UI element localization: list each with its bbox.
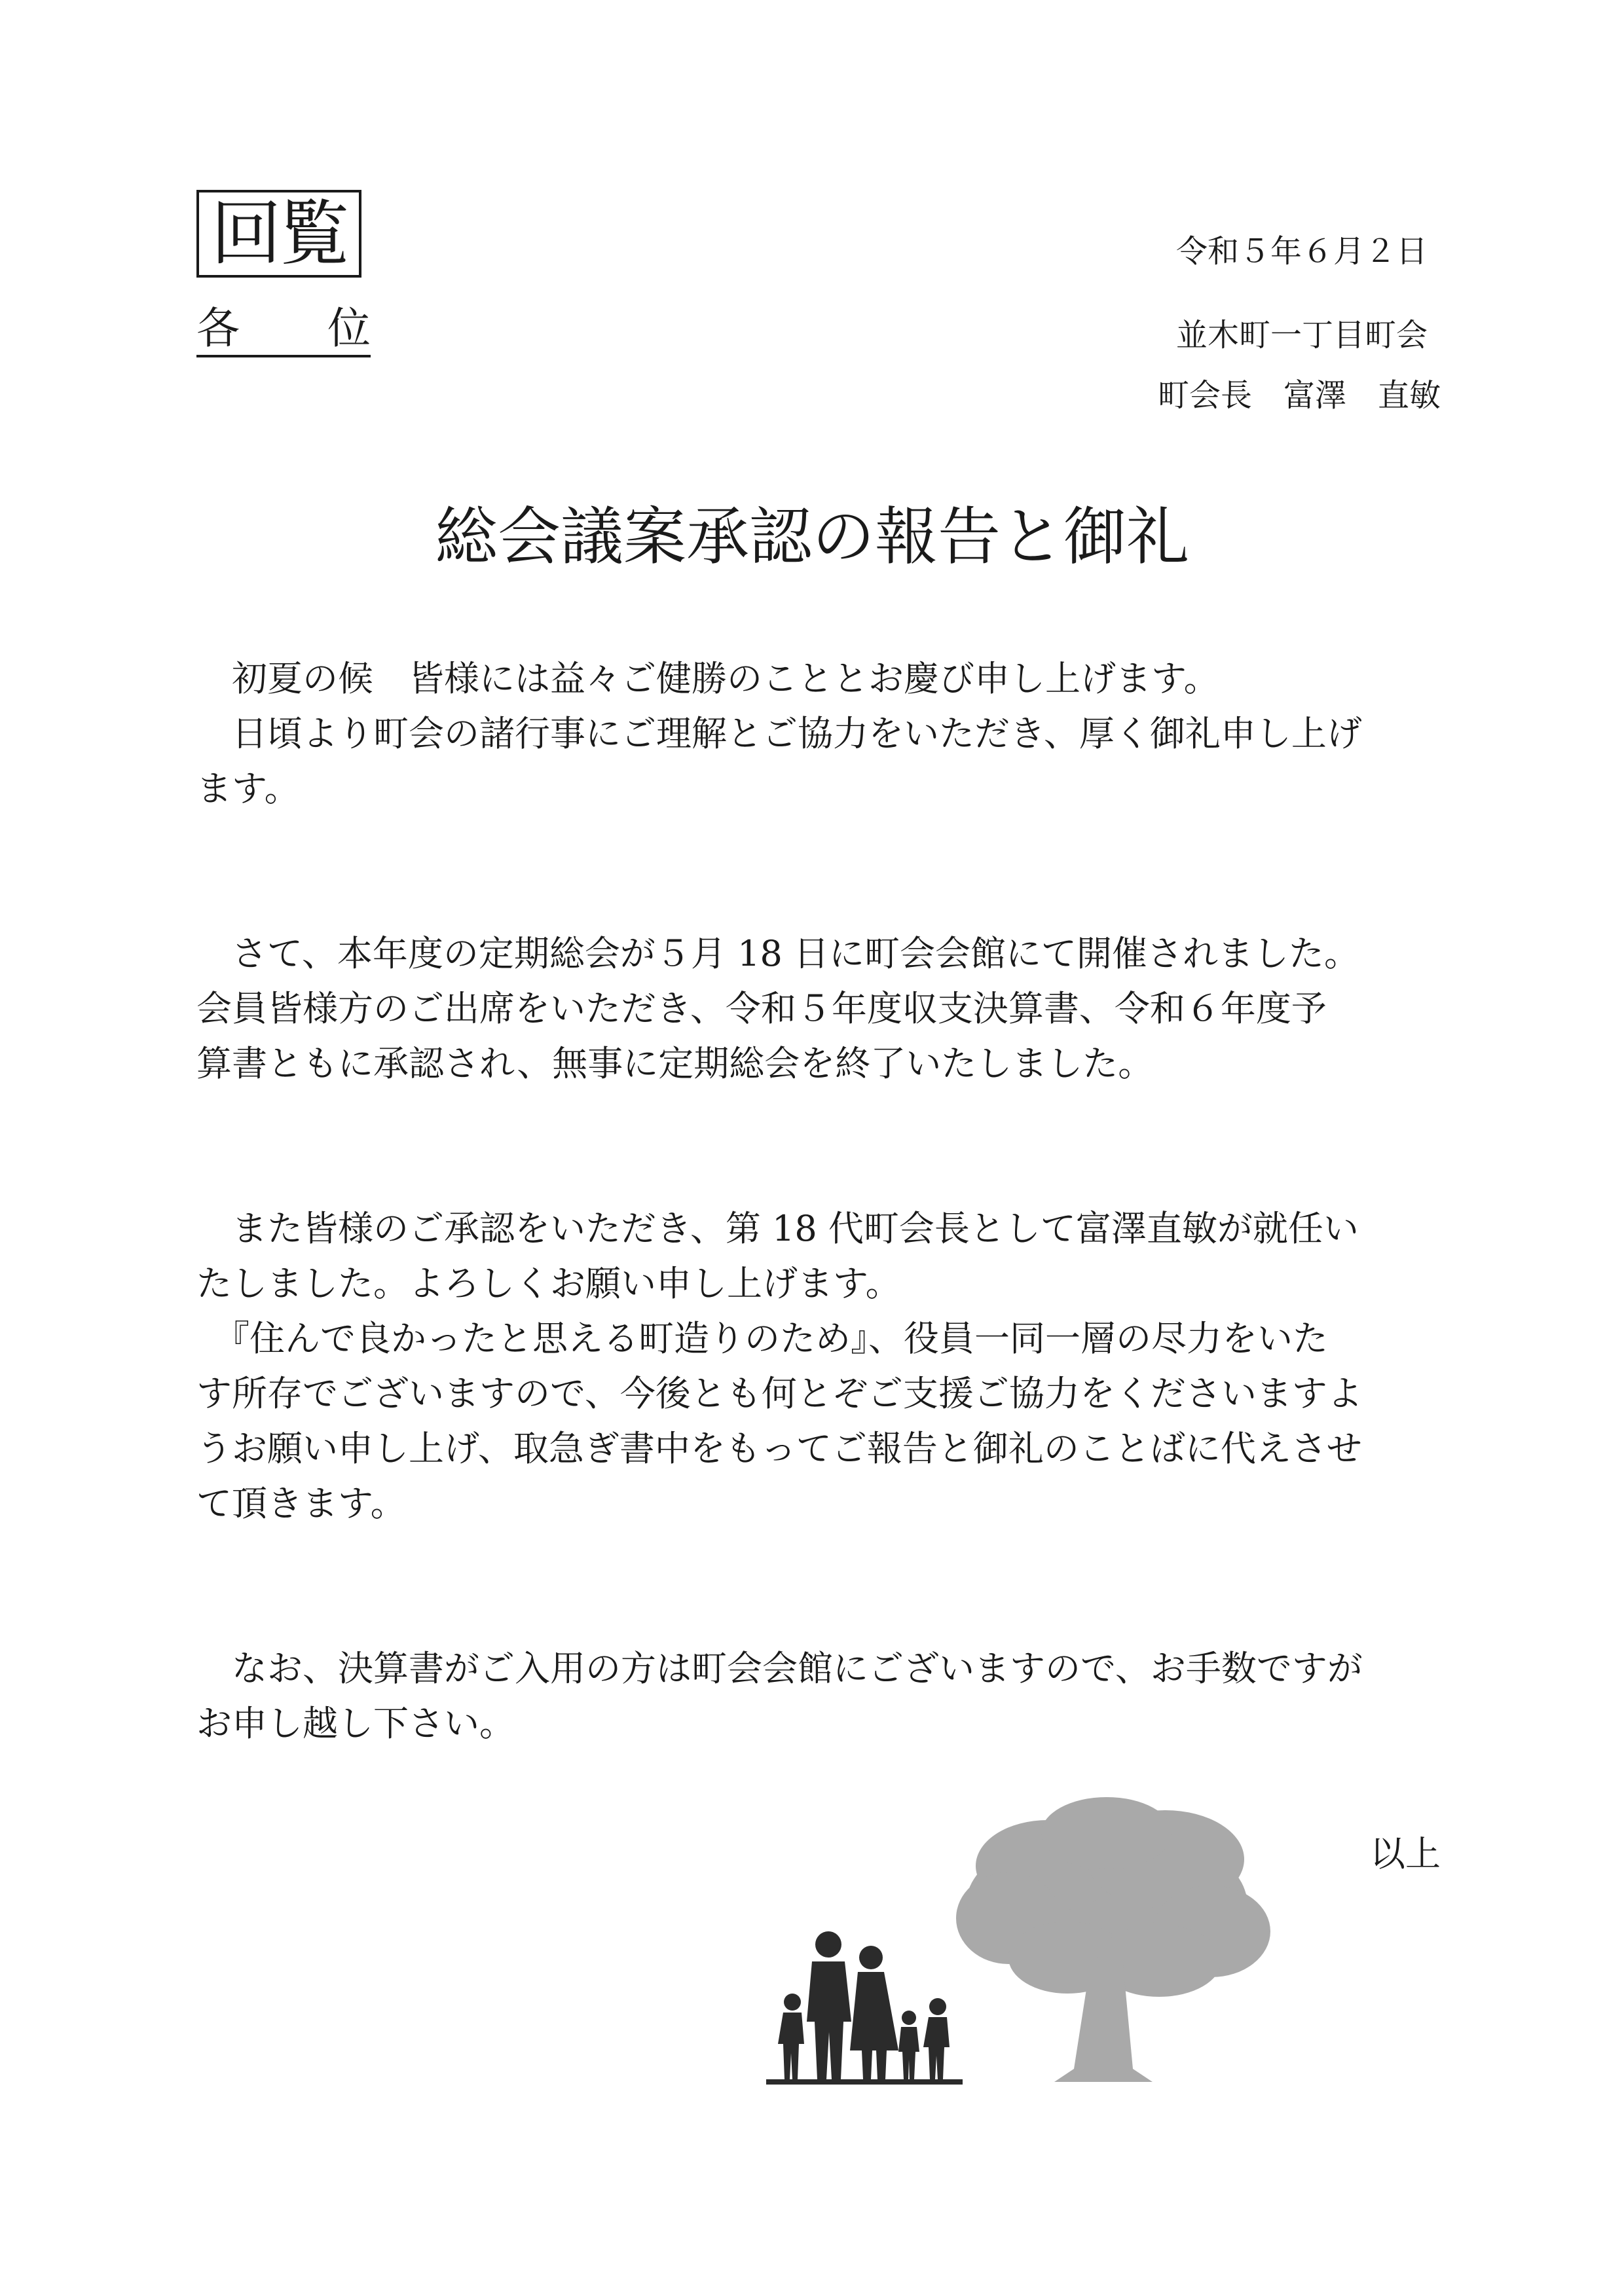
body-line: て頂きます。 [196,1483,406,1524]
body-line: お申し越し下さい。 [196,1703,515,1744]
paragraph-gap [196,1531,1441,1641]
body-line: ます。 [196,768,300,809]
paragraph-gap [196,816,1441,926]
body-line: うお願い申し上げ、取急ぎ書中をもってご報告と御礼のことばに代えさせ [196,1428,1362,1469]
body-line: 初夏の候 皆様には益々ご健勝のこととお慶び申し上げます。 [196,658,1219,699]
letter-body [196,651,1441,1751]
family-figures-icon [778,1931,950,2079]
body-line: さて、本年度の定期総会が５月 18 日に町会会館にて開催されました。 [196,933,1359,974]
body-line: なお、決算書がご入用の方は町会会館にございますので、お手数ですが [196,1648,1363,1689]
body-line: 会員皆様方のご出席をいただき、令和５年度収支決算書、令和６年度予 [196,988,1327,1029]
body-line: す所存でございますので、今後とも何とぞご支援ご協力をくださいますよ [196,1373,1363,1414]
body-line: また皆様のご承認をいただき、第 18 代町会長として富澤直敏が就任い [196,1208,1359,1249]
tree-icon [956,1797,1270,2082]
body-line: たしました。よろしくお願い申し上げます。 [196,1263,901,1304]
closing-ijo: 以上 [1370,1833,1441,1874]
paragraph-gap [196,1091,1441,1201]
recipient-salutation: 各 位 [196,302,371,357]
circulation-stamp: 回覧 [196,190,361,278]
ground-line [766,2079,963,2085]
page-title: 総会議案承認の報告と御礼 [435,500,1189,574]
family-tree-illustration [766,1794,1283,2095]
body-line: 『住んで良かったと思える町造りのため』、役員一同一層の尽力をいた [196,1318,1328,1359]
document-date: 令和５年６月２日 [1175,233,1428,270]
body-line: 算書ともに承認され、無事に定期総会を終了いたしました。 [196,1043,1154,1084]
body-line: 日頃より町会の諸行事にご理解とご協力をいただき、厚く御礼申し上げ [196,713,1362,754]
sender-president: 町会長 富澤 直敏 [1157,377,1441,414]
sender-organization: 並木町一丁目町会 [1175,317,1428,354]
